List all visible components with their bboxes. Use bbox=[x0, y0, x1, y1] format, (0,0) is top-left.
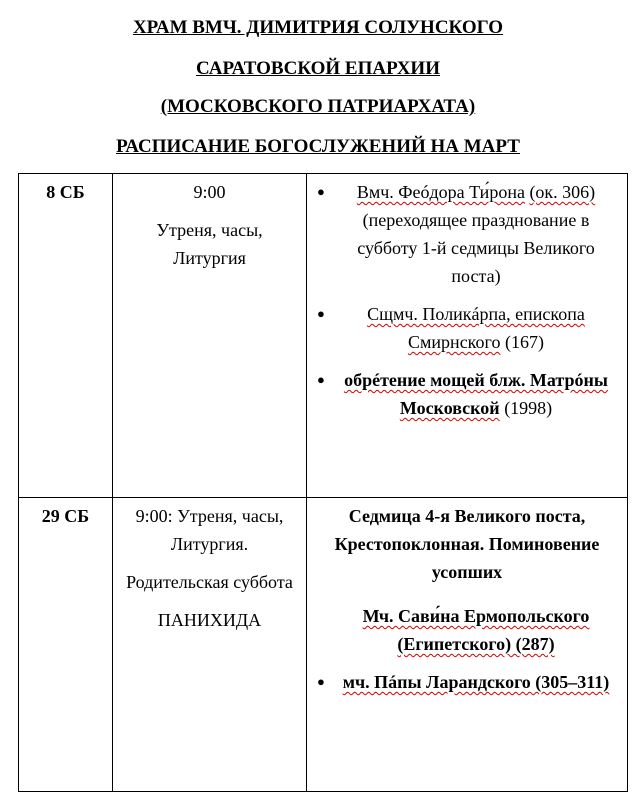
event-name: мч. Пáпы Ларандского (305–311) bbox=[342, 672, 610, 692]
bullet-icon: ● bbox=[317, 372, 325, 387]
list-item bbox=[313, 300, 621, 356]
header-church-name: ХРАМ ВМЧ. ДИМИТРИЯ СОЛУНСКОГО bbox=[132, 17, 504, 38]
events-cell bbox=[307, 174, 628, 498]
event-name: Вмч. Феóдора Ти́рона bbox=[356, 182, 525, 202]
events-cell bbox=[307, 498, 628, 792]
event-note: (1998) bbox=[504, 398, 553, 418]
week-title: Седмица 4-я Великого поста, Крестопоклонная. Поминовение усопших bbox=[334, 506, 600, 582]
service-extra: Родительская суббота bbox=[126, 572, 293, 592]
time-cell bbox=[113, 174, 307, 498]
events-list bbox=[313, 178, 621, 422]
event-detail: (переходящее празднование в субботу 1-й седмицы Великого поста) bbox=[357, 210, 595, 286]
events-list bbox=[313, 602, 621, 696]
service-time-list: 9:00: Утреня, часы, Литургия. bbox=[135, 506, 284, 554]
time-cell bbox=[113, 498, 307, 792]
service-list: Утреня, часы, Литургия bbox=[156, 220, 263, 268]
header-eparchy: САРАТОВСКОЙ ЕПАРХИИ bbox=[196, 58, 440, 79]
service-time: 9:00 bbox=[193, 182, 226, 202]
event-note: (167) bbox=[504, 332, 544, 352]
schedule-table bbox=[18, 173, 628, 792]
event-note: (ок. 306) bbox=[529, 182, 596, 202]
list-item bbox=[313, 602, 621, 658]
table-row bbox=[19, 498, 628, 792]
date-cell: 8 СБ bbox=[19, 174, 113, 498]
list-item bbox=[313, 366, 621, 422]
list-item bbox=[313, 178, 621, 290]
event-name: Мч. Сави́на Ермопольского (Египетского) (287) bbox=[362, 606, 590, 654]
bullet-icon: ● bbox=[317, 184, 325, 199]
bullet-icon: ● bbox=[317, 306, 325, 321]
event-name: Сщмч. Поликáрпа, епископа Смирнского bbox=[367, 304, 585, 352]
header-schedule-title: РАСПИСАНИЕ БОГОСЛУЖЕНИЙ НА МАРТ bbox=[116, 136, 520, 157]
event-name: обрéтение мощей блж. Матрóны Московской bbox=[344, 370, 608, 418]
header-patriarchate: (МОСКОВСКОГО ПАТРИАРХАТА) bbox=[160, 96, 476, 117]
date-cell: 29 СБ bbox=[19, 498, 113, 792]
list-item bbox=[313, 668, 621, 696]
bullet-icon: ● bbox=[317, 674, 325, 689]
service-panikhida: ПАНИХИДА bbox=[157, 610, 262, 630]
table-row bbox=[19, 174, 628, 498]
